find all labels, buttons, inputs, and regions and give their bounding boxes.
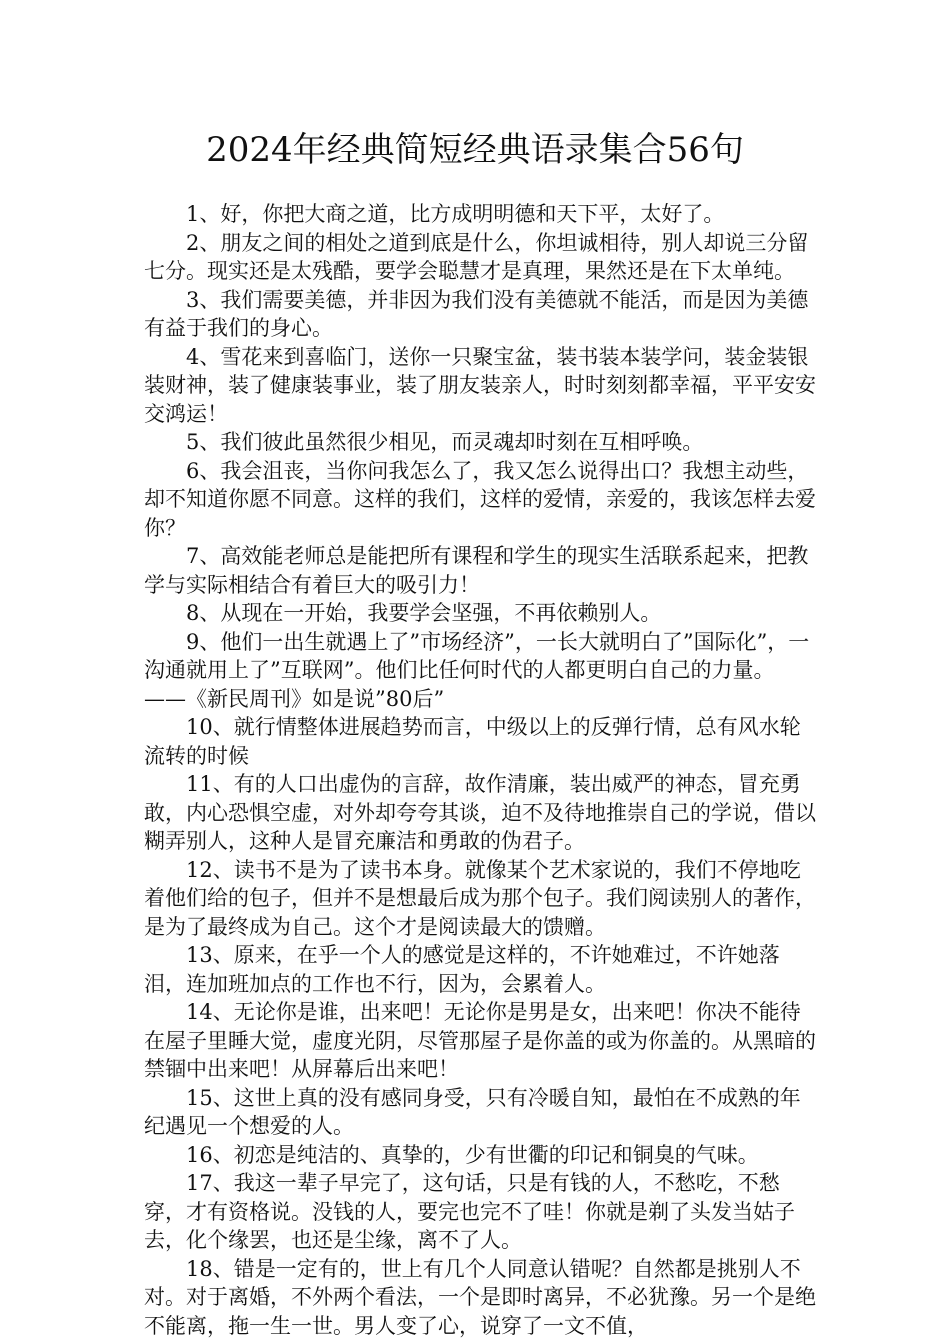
paragraph-8: 8、从现在一开始，我要学会坚强，不再依赖别人。 xyxy=(186,601,662,625)
paragraph-6: 6、我会沮丧，当你问我怎么了，我又怎么说得出口？我想主动些，却不知道你愿不同意。这样的我们，这样的爱情，亲爱的，我该怎样去爱你？ xyxy=(144,458,816,540)
paragraph-7: 7、高效能老师总是能把所有课程和学生的现实生活联系起来，把教学与实际相结合有着巨大的吸引力！ xyxy=(144,544,809,597)
paragraph-12: 12、读书不是为了读书本身。就像某个艺术家说的，我们不停地吃着他们给的包子，但并不是想最后成为那个包子。我们阅读别人的著作，是为了最终成为自己。这个才是阅读最大的馈赠。 xyxy=(144,857,816,939)
paragraph-14: 14、无论你是谁，出来吧！无论你是男是女，出来吧！你决不能待在屋子里睡大觉，虚度光阴，尽管那屋子是你盖的或为你盖的。从黑暗的禁锢中出来吧！从屏幕后出来吧！ xyxy=(144,1000,816,1081)
paragraph-18: 18、错是一定有的，世上有几个人同意认错呢？自然都是挑别人不对。对于离婚，不外两个看法，一个是即时离异，不必犹豫。另一个是绝不能离，拖一生一世。男人变了心，说穿了一文不值， xyxy=(144,1256,816,1338)
paragraph-9: 9、他们一出生就遇上了”市场经济”，一长大就明白了”国际化”，一沟通就用上了”互联网”。他们比任何时代的人都更明白自己的力量。 ——《新民周刊》如是说”80后” xyxy=(144,629,810,711)
paragraph-16: 16、初恋是纯洁的、真挚的，少有世衢的印记和铜臭的气味。 xyxy=(186,1142,759,1167)
paragraph-2: 2、朋友之间的相处之道到底是什么，你坦诚相待，别人却说三分留七分。现实还是太残酷，要学会聪慧才是真理，果然还是在下太单纯。 xyxy=(144,230,809,283)
paragraph-15: 15、这世上真的没有感同身受，只有冷暖自知，最怕在不成熟的年纪遇见一个想爱的人。 xyxy=(144,1085,801,1138)
paragraph-3: 3、我们需要美德，并非因为我们没有美德就不能活，而是因为美德有益于我们的身心。 xyxy=(144,287,809,340)
document-title: 2024年经典简短经典语录集合56句 xyxy=(206,130,744,170)
paragraph-10: 10、就行情整体进展趋势而言，中级以上的反弹行情，总有风水轮流转的时候 xyxy=(144,715,801,768)
paragraph-4: 4、雪花来到喜临门，送你一只聚宝盆，装书装本装学问，装金装银装财神，装了健康装事业，装了朋友装亲人，时时刻刻都幸福，平平安安交鸿运！ xyxy=(144,344,816,426)
paragraph-11: 11、有的人口出虚伪的言辞，故作清廉，装出威严的神态，冒充勇敢，内心恐惧空虚，对外却夸夸其谈，迫不及待地推崇自己的学说，借以糊弄别人，这种人是冒充廉洁和勇敢的伪君子。 xyxy=(144,772,816,853)
paragraph-5: 5、我们彼此虽然很少相见，而灵魂却时刻在互相呼唤。 xyxy=(186,430,704,454)
paragraph-17: 17、我这一辈子早完了，这句话，只是有钱的人，不愁吃，不愁穿，才有资格说。没钱的人，要完也完不了哇！你就是剃了头发当姑子去，化个缘罢，也还是尘缘，离不了人。 xyxy=(144,1171,795,1252)
paragraph-13: 13、原来，在乎一个人的感觉是这样的，不许她难过，不许她落泪，连加班加点的工作也不行，因为，会累着人。 xyxy=(144,943,780,996)
paragraph-1: 1、好，你把大商之道，比方成明明德和天下平，太好了。 xyxy=(186,202,725,226)
document-body xyxy=(144,200,816,1340)
